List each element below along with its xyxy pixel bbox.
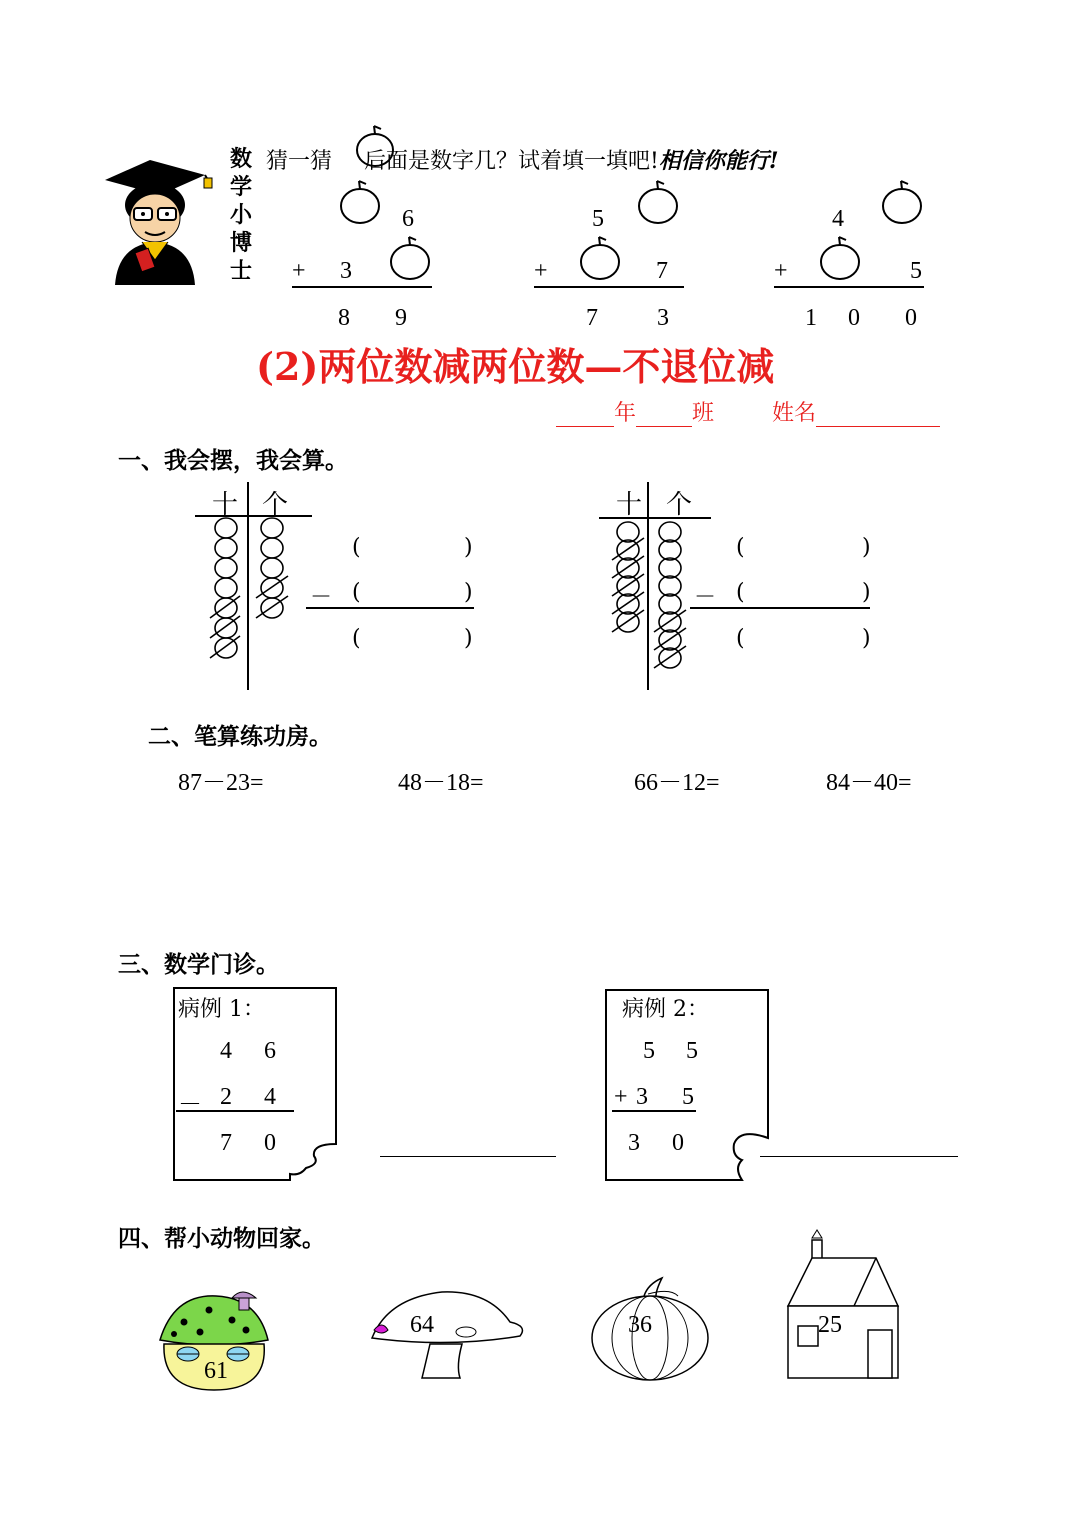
case1-correction-line[interactable] xyxy=(380,1156,556,1177)
problem-3: 66－12= xyxy=(634,770,720,796)
puzzle2-mid: 7 xyxy=(656,258,668,284)
doctor-icon xyxy=(100,150,230,290)
section3-heading: 三、数学门诊。 xyxy=(118,952,279,978)
name-field[interactable] xyxy=(816,400,940,427)
paren-open-2a: ( xyxy=(736,535,745,560)
case1-label: 病例 1： xyxy=(178,997,265,1022)
paren-open-2c: ( xyxy=(736,626,745,651)
paren-open-1c: ( xyxy=(352,626,361,651)
grade-label: 年 xyxy=(614,401,637,426)
case1-result-a: 7 xyxy=(220,1130,232,1156)
puzzle3-top: 4 xyxy=(832,206,844,232)
problem-4: 84－40= xyxy=(826,770,912,796)
ones-label: 个 xyxy=(666,490,693,520)
case1-op: － xyxy=(178,1092,202,1118)
counting-board-1 xyxy=(190,480,320,695)
home-number-25: 25 xyxy=(818,1312,842,1338)
case1-row1-a: 4 xyxy=(220,1038,232,1064)
section4-heading: 四、帮小动物回家。 xyxy=(118,1226,325,1252)
apple-icon xyxy=(354,124,396,168)
paren-close-2b: ) xyxy=(862,580,871,605)
case2-row1-a: 5 xyxy=(643,1038,655,1064)
puzzle1-top: 6 xyxy=(402,206,414,232)
case2-line xyxy=(612,1110,696,1112)
class-label: 班 xyxy=(692,401,715,426)
minus-1: － xyxy=(310,585,333,610)
tens-label: 十 xyxy=(212,490,239,520)
case1-row2-a: 2 xyxy=(220,1084,232,1110)
apple-icon xyxy=(636,178,680,224)
case2-row2-b: 5 xyxy=(682,1084,694,1110)
name-label: 姓名 xyxy=(772,401,817,426)
ones-label: 个 xyxy=(262,490,289,520)
apple-icon xyxy=(388,234,432,280)
paren-close-1c: ) xyxy=(464,626,473,651)
puzzle3-mid: 5 xyxy=(910,258,922,284)
puzzle3-result-c: 0 xyxy=(905,305,917,331)
puzzle1-result-b: 9 xyxy=(395,305,407,331)
case2-row2-a: 3 xyxy=(636,1084,648,1110)
home-number-61: 61 xyxy=(204,1358,228,1384)
paren-open-2b: ( xyxy=(736,580,745,605)
student-line xyxy=(556,396,940,427)
prompt-after: 后面是数字几？试着填一填吧! xyxy=(364,149,659,174)
prompt-before: 猜一猜 xyxy=(266,149,333,174)
case1-row1-b: 6 xyxy=(264,1038,276,1064)
section1-heading: 一、我会摆，我会算。 xyxy=(118,448,348,474)
puzzle3-op: + xyxy=(774,258,788,284)
answer-blank-1b[interactable] xyxy=(366,578,460,608)
paren-close-2a: ) xyxy=(862,535,871,560)
case2-row1-b: 5 xyxy=(686,1038,698,1064)
case2-correction-line[interactable] xyxy=(760,1156,958,1177)
paren-close-2c: ) xyxy=(862,626,871,651)
apple-icon xyxy=(818,234,862,280)
case1-result-b: 0 xyxy=(264,1130,276,1156)
puzzle1-line xyxy=(292,286,432,288)
answer-blank-2c[interactable] xyxy=(750,626,856,656)
problem-1: 87－23= xyxy=(178,770,264,796)
tens-label: 十 xyxy=(616,490,643,520)
vertical-title: 数 学 小 博 士 xyxy=(229,147,252,284)
answer-blank-1c[interactable] xyxy=(366,626,460,656)
answer-blank-1a[interactable] xyxy=(366,535,460,565)
home-number-64: 64 xyxy=(410,1312,434,1338)
puzzle3-line xyxy=(774,286,924,288)
page-title: (2)两位数减两位数—不退位减 xyxy=(256,344,775,389)
house-icon xyxy=(786,1226,902,1382)
paren-open-1a: ( xyxy=(352,535,361,560)
puzzle2-top: 5 xyxy=(592,206,604,232)
case2-result-b: 0 xyxy=(672,1130,684,1156)
puzzle1-op: + xyxy=(292,258,306,284)
case2-op: + xyxy=(614,1084,628,1110)
section2-heading: 二、笔算练功房。 xyxy=(148,724,332,750)
paren-close-1a: ) xyxy=(464,535,473,560)
answer-blank-2a[interactable] xyxy=(750,535,856,565)
puzzle1-result-a: 8 xyxy=(338,305,350,331)
puzzle2-line xyxy=(534,286,684,288)
paren-close-1b: ) xyxy=(464,580,473,605)
case1-line xyxy=(176,1110,294,1112)
prompt-line xyxy=(266,144,779,175)
puzzle2-op: + xyxy=(534,258,548,284)
puzzle2-result-a: 7 xyxy=(586,305,598,331)
puzzle3-result-b: 0 xyxy=(848,305,860,331)
minus-2: － xyxy=(694,585,717,610)
apple-icon xyxy=(880,178,924,224)
puzzle1-mid: 3 xyxy=(340,258,352,284)
apple-icon xyxy=(578,234,622,280)
prompt-emphasis: 相信你能行! xyxy=(658,148,779,174)
case2-result-a: 3 xyxy=(628,1130,640,1156)
puzzle2-result-b: 3 xyxy=(657,305,669,331)
answer-blank-2b[interactable] xyxy=(750,578,856,608)
mushroom-icon xyxy=(368,1286,528,1382)
apple-icon xyxy=(338,178,382,224)
paren-open-1b: ( xyxy=(352,580,361,605)
case1-row2-b: 4 xyxy=(264,1084,276,1110)
case2-label: 病例 2： xyxy=(622,997,709,1022)
home-number-36: 36 xyxy=(628,1312,652,1338)
puzzle3-result-a: 1 xyxy=(805,305,817,331)
problem-2: 48－18= xyxy=(398,770,484,796)
